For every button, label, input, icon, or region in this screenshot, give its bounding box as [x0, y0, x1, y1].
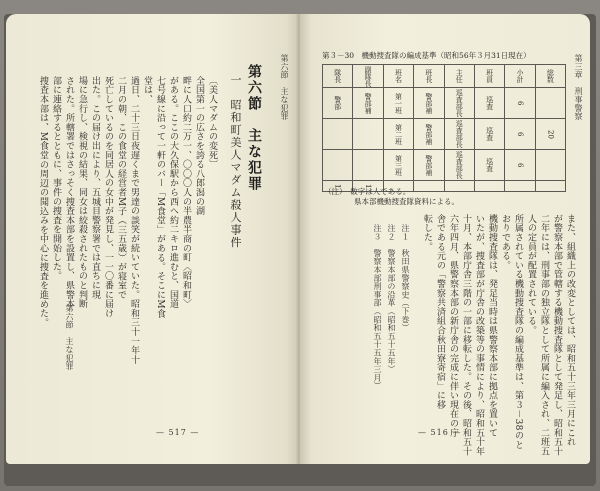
table-cell: 6: [505, 88, 535, 119]
table-cell: 警部: [323, 88, 353, 119]
left-body-column: 過日、二十三日夜遅くまで男達の談笑が続いていた。昭和三十一年十: [129, 76, 139, 365]
left-body-column: された。所轄署ではさっそく捜査本部を設置し、県警本: [64, 76, 74, 309]
left-body-column: 畔に人口約二万一、〇〇〇人の半農半商の町〈昭和町〉: [181, 76, 191, 309]
left-body-column: 場に急行し、検視の結果、同女は絞殺されたものと判断: [77, 76, 87, 309]
right-body-column: 転した。: [422, 214, 432, 252]
right-note-column: 注３ 警察本部刑事部（昭和五十五年三月）: [373, 224, 382, 390]
table-cell: 巡査部長: [444, 119, 474, 150]
right-body-column: 所属されている機動捜査隊の編成基準は、第３－38のと: [513, 214, 523, 450]
table-cell: 巡査部長: [444, 88, 474, 119]
table-note-2: 県本部機動捜査隊資料による。: [324, 197, 459, 206]
table-cell: 巡査: [474, 88, 504, 119]
table-cell: [535, 150, 565, 181]
right-note-column: 注１ 秋田県警察史（下巻）: [401, 224, 410, 332]
left-running-head: 第六節 主な犯罪: [280, 54, 289, 121]
table-cell: 第二班: [383, 119, 413, 150]
table-count-cell: 1: [323, 181, 353, 192]
table-count-cell: [474, 181, 504, 192]
table-cell: 巡査: [474, 119, 504, 150]
right-running-head: 第三章 刑事警察: [574, 54, 583, 121]
table-cell: 第三班: [383, 150, 413, 181]
table-header-cell: 班名: [383, 65, 413, 88]
table-header-cell: 主任: [444, 65, 474, 88]
subsection-heading: 一 昭和町美人マダム殺人事件: [229, 74, 242, 249]
right-body-column: また、組織上の改変としては、昭和五十三年三月にこれ: [565, 214, 575, 447]
table-header-cell: 班員: [474, 65, 504, 88]
left-body-column: 七号線に沿って一軒のバー「M食堂」がある。そこにM食: [155, 76, 165, 319]
table-header-cell: 副隊長: [353, 65, 383, 88]
table-cell: 警部補: [414, 119, 444, 150]
left-body-column: 〔美人マダムの変死〕: [207, 76, 217, 169]
left-body-column: がある。ここの大久保駅から西へ約二キロ進むと、国道: [168, 76, 178, 309]
table-cell: 警部補: [414, 150, 444, 181]
right-body-column: いたが、捜査部が庁舎の改築等の事情により、昭和五十年: [474, 214, 484, 456]
right-body-column: 人の定員が配置されている。: [526, 214, 536, 335]
table-header-cell: 総数: [535, 65, 565, 88]
table-row: [323, 88, 566, 119]
section-heading: 第六節 主な犯罪: [246, 64, 262, 192]
table-count-cell: 1: [353, 181, 383, 192]
table-cell: [323, 150, 353, 181]
right-note-column: 注２ 警察本部の沿革（昭和五十五年）: [387, 224, 396, 374]
right-body-column: 十月、本部庁舎三階の一部に移転した。その後、昭和五十: [461, 214, 471, 456]
right-page-number: — 516 —: [418, 428, 462, 437]
left-page-number: — 517 —: [156, 428, 200, 437]
table-cell: 警部補: [353, 88, 383, 119]
right-body-column: 二年には、刑事部の独立隊として所属に編入され、二班五: [539, 214, 549, 456]
table-note-1: （注） 数字は人である。: [324, 187, 411, 196]
table-header-cell: 小計: [505, 65, 535, 88]
table-cell: 20: [535, 119, 565, 150]
left-body-column: 部に連絡するとともに、事件の捜査を開始した。: [51, 76, 61, 281]
table-title: 第３－30 機動捜査隊の編成基準（昭和56年３月31日現在）: [322, 51, 531, 60]
table-count-cell: [444, 181, 474, 192]
left-page: [6, 14, 298, 464]
table-cell: [353, 150, 383, 181]
table-row: [323, 119, 566, 150]
table-header-row: [323, 65, 566, 88]
table-header-cell: 隊長: [323, 65, 353, 88]
table-cell: [353, 119, 383, 150]
table-cell: 警部補: [414, 88, 444, 119]
right-page: [300, 14, 590, 464]
left-body-column: 出た。この届け出により、五城目警察署では直ちに現: [90, 76, 100, 300]
table-cell: 6: [505, 150, 535, 181]
table-cell: 巡査部長: [444, 150, 474, 181]
left-body-column: 死亡しているのを同居人の女中が発見し、一一〇番に届け: [103, 76, 113, 318]
right-body-column: おりである。: [500, 214, 510, 270]
left-body-column: 二月の朝、この食堂の経営者M子（三五歳）が寝室で: [116, 76, 126, 300]
table-row: [323, 150, 566, 181]
table-cell: [535, 88, 565, 119]
table-header-cell: 班長: [414, 65, 444, 88]
table-cell: [323, 119, 353, 150]
table-count-cell: [414, 181, 444, 192]
right-body-column: 機動捜査隊は、発足当時は県警察本部に拠点を置いて: [487, 214, 497, 438]
table-cell: 巡査: [474, 150, 504, 181]
table-count-cell: [535, 181, 565, 192]
right-body-column: 舎である元の「警察共済組合秋田寮寄宿」に移: [435, 214, 445, 410]
right-body-column: 六年四月、県警察本部の新庁舎の完成に伴い現在の庁: [448, 214, 458, 438]
left-body-column: 捜査本部は、M食堂の周辺の聞込みを中心に捜査を進めた。: [38, 76, 48, 328]
left-body-column: 全国第一の広さを誇る八郎潟の湖: [194, 76, 204, 216]
right-body-column: が警察本部で管轄する機動捜査隊として発足し、昭和五十: [552, 214, 562, 456]
table-cell: 第一班: [383, 88, 413, 119]
left-body-column: 堂は、: [142, 76, 152, 104]
left-footer-note: 第六節 主な犯罪: [65, 304, 74, 371]
organization-table: [322, 64, 566, 192]
table-count-cell: [505, 181, 535, 192]
table-cell: 6: [505, 119, 535, 150]
